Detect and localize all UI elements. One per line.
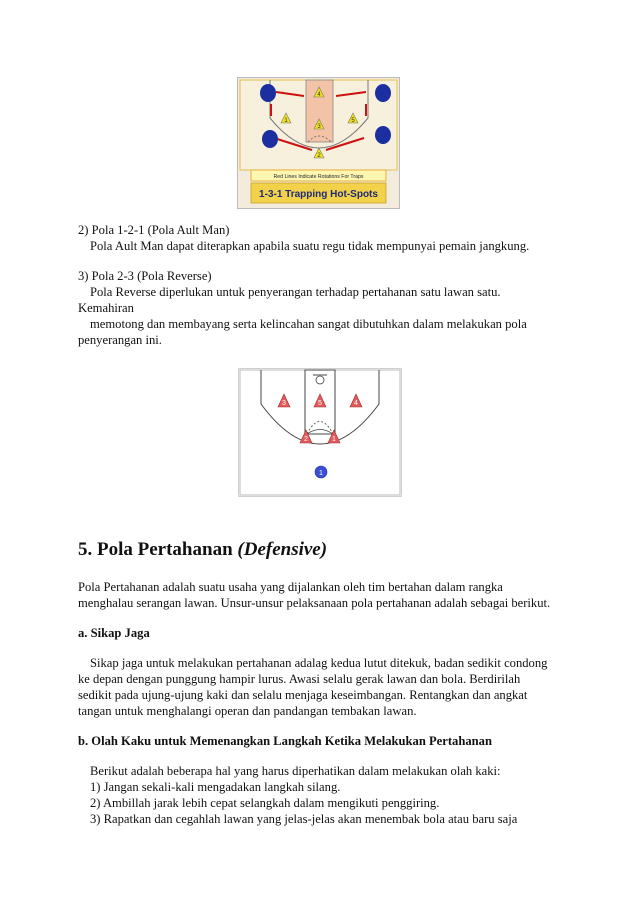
section-heading — [78, 539, 327, 561]
olah-kaki-heading: b. Olah Kaku untuk Memenangkan Langkah Ketika Melakukan Pertahanan — [78, 734, 492, 748]
marker-label: 2 — [304, 436, 308, 443]
pola-1-2-1-heading: 2) Pola 1-2-1 (Pola Ault Man) — [78, 223, 230, 237]
marker-label: 3 — [317, 124, 321, 130]
trapping-hotspots-diagram — [237, 77, 400, 209]
marker-label: 4 — [317, 92, 321, 98]
olah-kaki-text-1: Berikut adalah beberapa hal yang harus diperhatikan dalam melakukan olah kaki: — [90, 764, 501, 778]
olah-kaki-text-2: 1) Jangan sekali-kali mengadakan langkah silang. — [90, 780, 341, 794]
court-diagram-2 — [239, 369, 401, 496]
olah-kaki-text-4: 3) Rapatkan dan cegahlah lawan yang jelas-jelas akan menembak bola atau baru saja — [90, 812, 518, 826]
marker-label: 1 — [332, 436, 336, 443]
pola-2-3-diagram — [238, 368, 402, 497]
pola-ault-man-text: Pola Ault Man dapat diterapkan apabila suatu regu tidak mempunyai pemain jangkung. — [90, 239, 530, 253]
pola-reverse-text: Pola Reverse diperlukan untuk penyerangan terhadap pertahanan satu lawan satu. — [90, 285, 501, 299]
pola-reverse-text-2: Kemahiran — [78, 301, 134, 315]
marker-label: 1 — [284, 118, 288, 124]
olah-kaki-text-3: 2) Ambillah jarak lebih cepat selangkah dalam mengikuti penggiring. — [90, 796, 440, 810]
sikap-jaga-text-1: Sikap jaga untuk melakukan pertahanan adalag kedua lutut ditekuk, badan sedikit condong — [90, 656, 548, 670]
marker-label: 1 — [319, 470, 323, 477]
section-heading-italic: (Defensive) — [237, 539, 328, 560]
sikap-jaga-text-4: tangan untuk menghalangi operan dan pandangan tembakan lawan. — [78, 704, 417, 718]
pola-reverse-text-4: penyerangan ini. — [78, 333, 162, 347]
pola-reverse-text-3: memotong dan membayang serta kelincahan sangat dibutuhkan dalam melakukan pola — [90, 317, 527, 331]
marker-label: 5 — [318, 400, 322, 407]
section-heading-text: 5. Pola Pertahanan — [78, 539, 238, 560]
sikap-jaga-heading: a. Sikap Jaga — [78, 626, 150, 640]
marker-label: 5 — [351, 118, 355, 124]
section-intro-2: menghalau serangan lawan. Unsur-unsur pelaksanaan pola pertahanan adalah sebagai berikut. — [78, 596, 551, 610]
court-diagram-1 — [238, 78, 399, 208]
diagram-note: Red Lines Indicate Rotations For Traps — [273, 174, 364, 180]
pola-2-3-heading: 3) Pola 2-3 (Pola Reverse) — [78, 269, 212, 283]
marker-label: 2 — [317, 153, 321, 159]
marker-label: 3 — [282, 400, 286, 407]
marker-label: 4 — [354, 400, 358, 407]
diagram-caption: 1-3-1 Trapping Hot-Spots — [259, 189, 378, 200]
sikap-jaga-text-3: sedikit pada ujung-ujung kaki dan selalu menjaga keseimbangan. Rentangkan dan angkat — [78, 688, 528, 702]
sikap-jaga-text-2: ke depan dengan punggung hampir lurus. Awasi selalu gerak lawan dan bola. Berdirilah — [78, 672, 521, 686]
section-intro-1: Pola Pertahanan adalah suatu usaha yang dijalankan oleh tim bertahan dalam rangka — [78, 580, 503, 594]
